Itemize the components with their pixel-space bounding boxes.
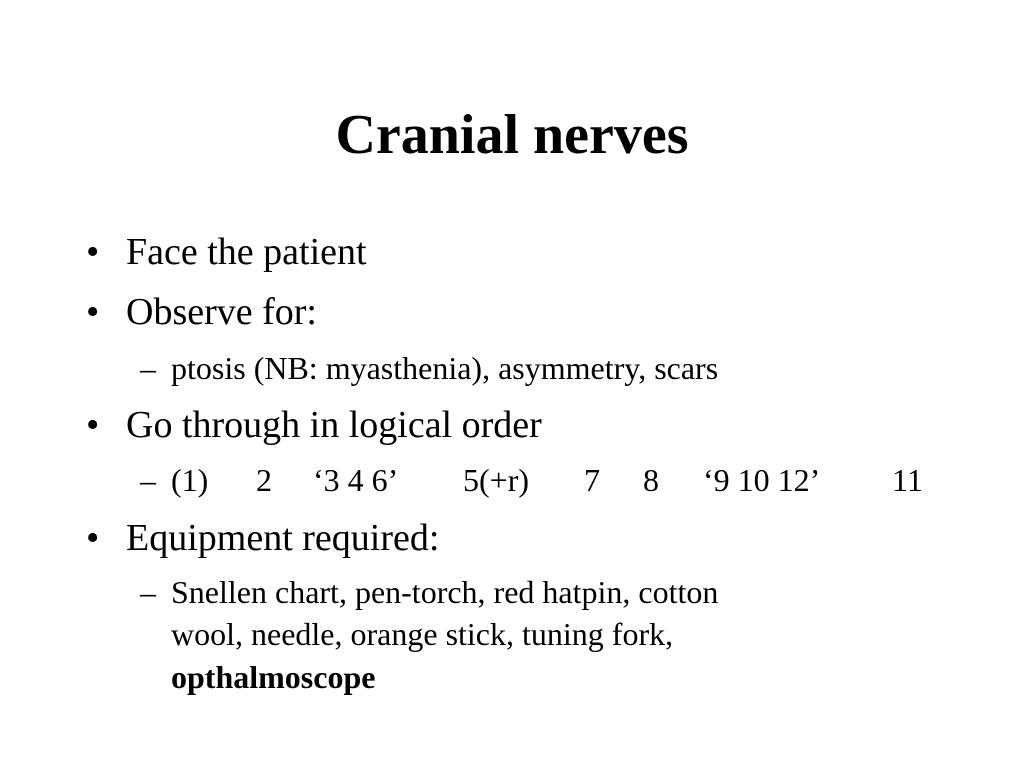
sequence-item: 5(+r)	[463, 462, 530, 498]
sequence-item: 2	[256, 462, 272, 498]
sub-item-ptosis: ptosis (NB: myasthenia), asymmetry, scars	[171, 350, 719, 386]
sub-item-equipment-opthalmoscope: opthalmoscope	[171, 659, 376, 695]
slide-title: Cranial nerves	[335, 104, 689, 166]
sequence-item: 8	[643, 462, 659, 498]
bullet-item-face-patient: Face the patient	[126, 231, 367, 273]
bullet-icon: •	[86, 517, 100, 559]
bullet-item-equipment: Equipment required:	[126, 517, 440, 559]
sequence-item: 7	[584, 462, 600, 498]
bullet-item-logical-order: Go through in logical order	[126, 404, 542, 446]
bullet-icon: •	[86, 291, 100, 333]
sub-item-equipment-line-2: wool, needle, orange stick, tuning fork,	[171, 616, 674, 652]
sub-item-equipment-line-1: Snellen chart, pen-torch, red hatpin, cotton	[171, 574, 719, 610]
dash-icon: –	[140, 574, 156, 610]
bullet-item-observe: Observe for:	[126, 291, 317, 333]
dash-icon: –	[140, 462, 156, 498]
sequence-item: ‘9 10 12’	[703, 462, 821, 498]
bullet-icon: •	[86, 404, 100, 446]
bullet-icon: •	[86, 231, 100, 273]
sequence-item: ‘3 4 6’	[313, 462, 399, 498]
dash-icon: –	[140, 350, 156, 386]
sequence-item: 11	[892, 462, 923, 498]
sequence-item: (1)	[171, 462, 209, 498]
